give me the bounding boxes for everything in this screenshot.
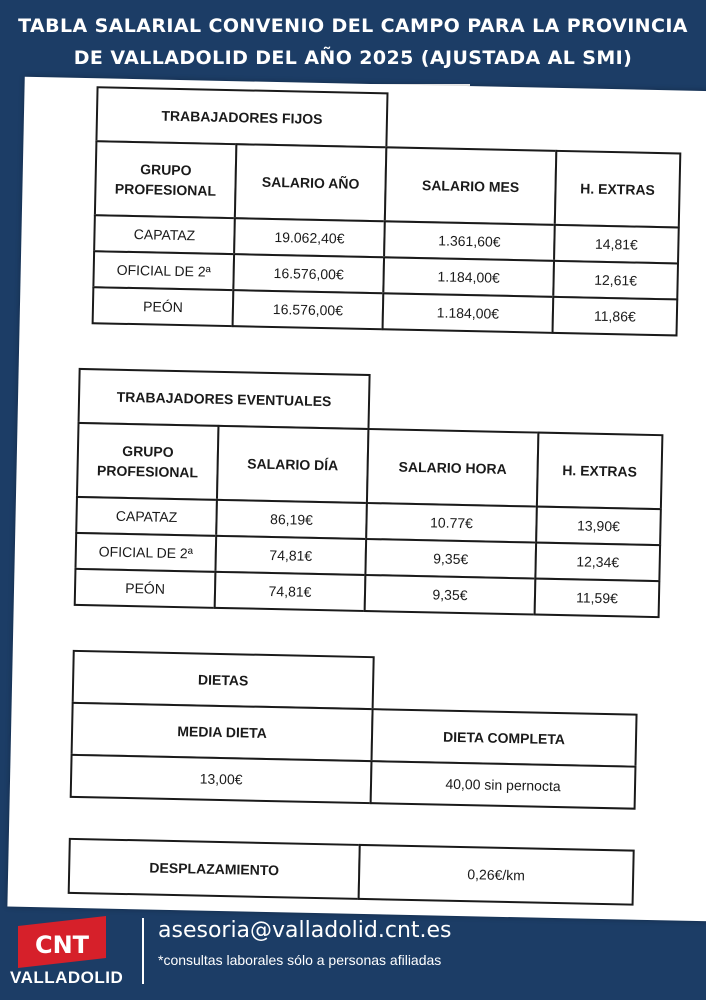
table-cell: 1.361,60€ [383,220,556,262]
table-cell-label: DESPLAZAMIENTO [68,838,361,900]
table-cell: CAPATAZ [75,496,218,537]
table-cell: 19.062,40€ [233,217,386,258]
cnt-flag-icon [16,916,108,968]
column-header: SALARIO HORA [366,428,540,508]
column-header: SALARIO AÑO [234,143,388,222]
table-cell: 11,86€ [551,296,678,337]
table-cell: 13,00€ [70,754,373,804]
column-header: SALARIO DÍA [216,425,370,504]
table-cell: 0,26€/km [358,844,635,906]
table-cell: OFICIAL DE 2ª [74,532,217,573]
column-header: SALARIO MES [384,146,558,226]
table-cell: 9,35€ [364,538,537,580]
page-title-line-2: DE VALLADOLID DEL AÑO 2025 (AJUSTADA AL SMI) [73,47,633,69]
page-title-line-1: TABLA SALARIAL CONVENIO DEL CAMPO PARA LA PROVINCIA [18,15,688,37]
table-title: DIETAS [72,650,375,710]
table-cell: 1.184,00€ [382,256,555,298]
table-cell: 1.184,00€ [382,292,555,334]
page-header [0,0,706,90]
column-header: GRUPO PROFESIONAL [76,422,220,501]
table-cell: 11,59€ [534,578,661,619]
column-header: MEDIA DIETA [71,702,374,762]
page-footer [0,906,706,1000]
table-cell: 12,61€ [552,260,679,301]
table-cell: PEÓN [74,568,217,609]
column-header: H. EXTRAS [554,150,682,229]
table-cell: PEÓN [92,286,235,327]
table-title: TRABAJADORES FIJOS [95,86,388,148]
table-cell: 12,34€ [534,542,661,583]
divider [142,918,144,984]
table-cell: 14,81€ [553,224,680,265]
table-cell: OFICIAL DE 2ª [92,250,235,291]
column-header: GRUPO PROFESIONAL [94,140,238,219]
logo-city: VALLADOLID [10,968,124,987]
table-title: TRABAJADORES EVENTUALES [78,368,371,430]
contact-email-link[interactable]: asesoria@valladolid.cnt.es [158,918,452,943]
table-cell: 40,00 sin pernocta [370,760,637,810]
column-header: DIETA COMPLETA [370,708,637,768]
footer-note: *consultas laborales sólo a personas afiliadas [158,952,442,968]
table-cell: 86,19€ [215,499,368,540]
table-cell: 10.77€ [365,502,538,544]
table-cell: 16.576,00€ [232,289,385,330]
table-cell: CAPATAZ [93,214,236,255]
table-cell: 74,81€ [214,571,367,612]
salary-document [7,77,706,922]
column-header: H. EXTRAS [536,432,664,511]
table-cell: 74,81€ [214,535,367,576]
logo-text: CNT [34,931,90,959]
table-cell: 9,35€ [364,574,537,616]
table-cell: 16.576,00€ [232,253,385,294]
table-cell: 13,90€ [535,506,662,547]
